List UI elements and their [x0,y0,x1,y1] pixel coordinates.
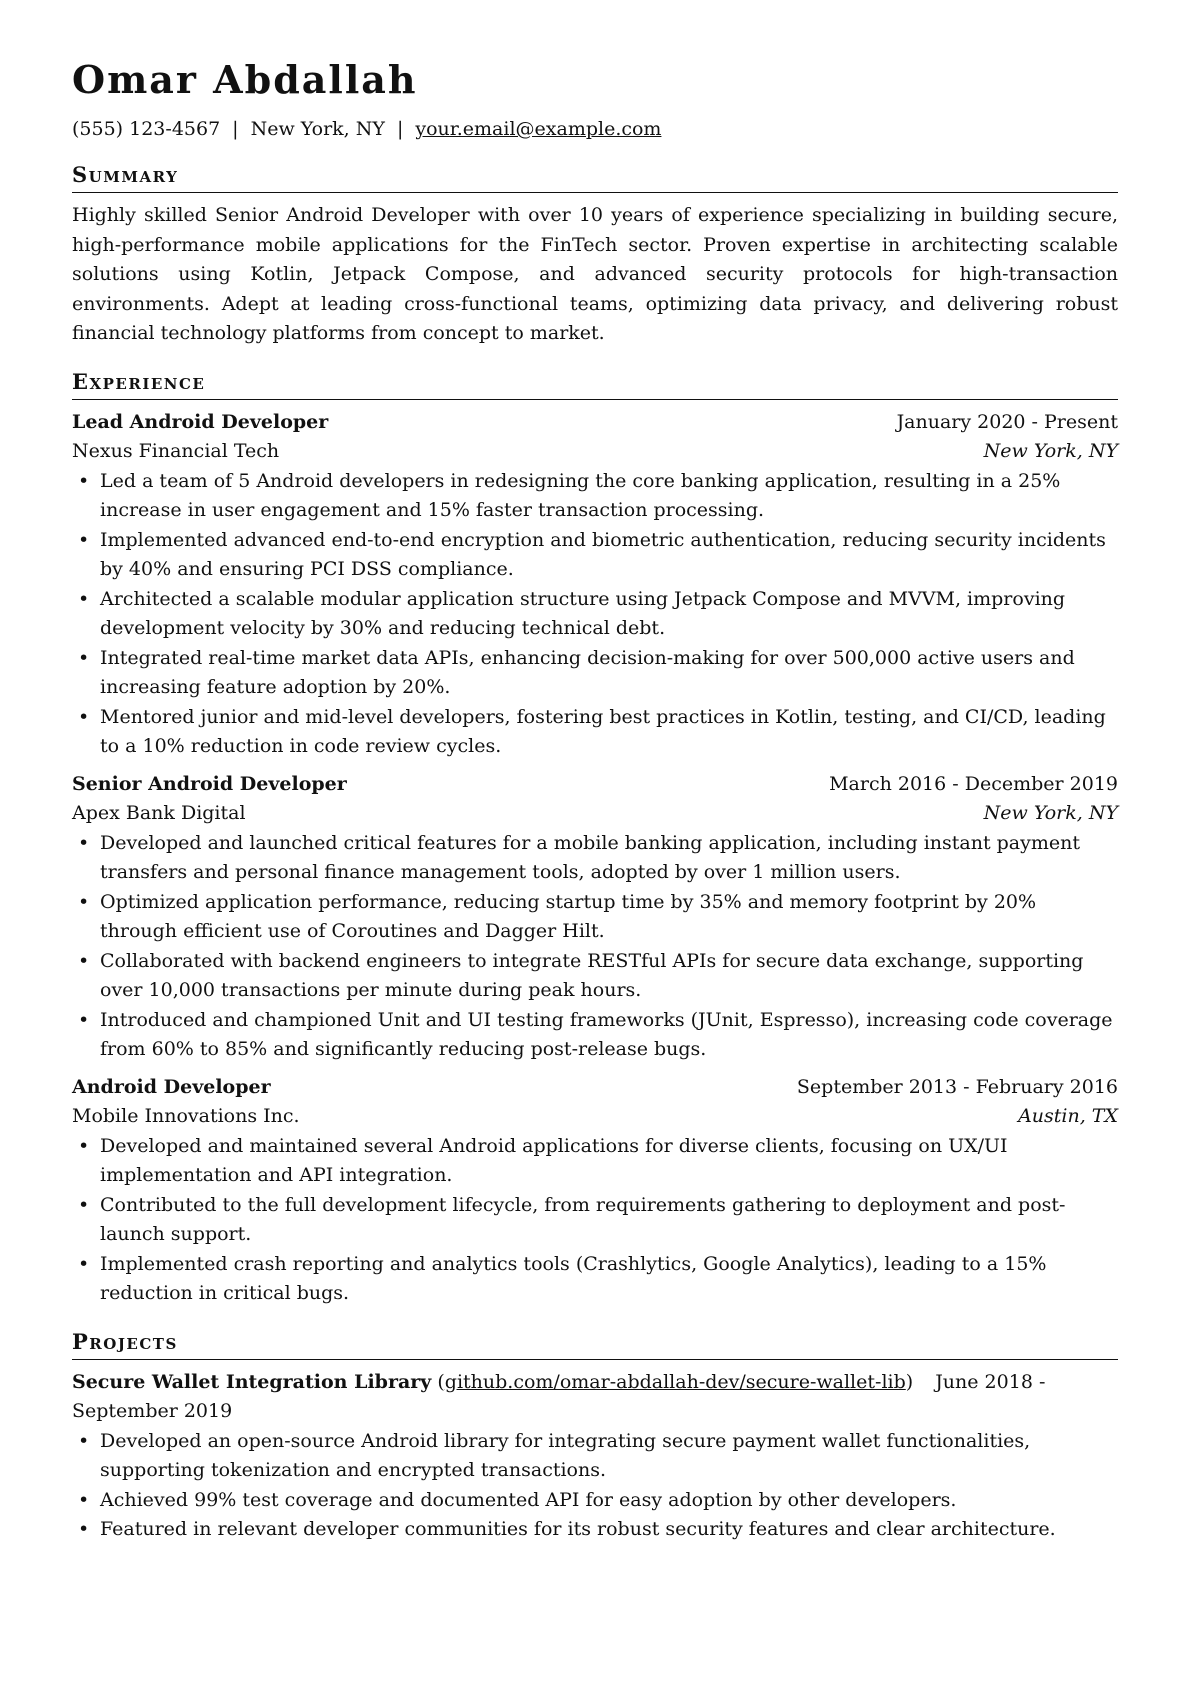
job-company: Mobile Innovations Inc. [72,1105,300,1127]
bullet-item: • Implemented crash reporting and analytics tools (Crashlytics, Google Analytics), leading to a 15% reduction in critical bugs. [72,1250,1118,1309]
bullet-item: • Developed and maintained several Android applications for diverse clients, focusing on UX/UI implementation and API integration. [72,1132,1118,1191]
bullet-item: • Optimized application performance, reducing startup time by 35% and memory footprint by 20% through efficient use of Coroutines and Dagger Hilt. [72,888,1118,947]
job-location: Austin, TX [1018,1105,1118,1127]
job-role: Android Developer [72,1075,271,1098]
job-bullets [72,1132,1118,1309]
job-role: Senior Android Developer [72,772,347,795]
section-title-experience: Experience [72,369,1118,400]
job-location: New York, NY [983,440,1118,462]
project-dates: June 2018 - September 2019 [72,1370,1046,1422]
job-location: New York, NY [983,802,1118,824]
bullet-item: • Contributed to the full development lifecycle, from requirements gathering to deployment and post-launch support. [72,1191,1118,1250]
project-link[interactable]: github.com/omar-abdallah-dev/secure-wallet-lib [444,1370,906,1393]
bullet-item: • Achieved 99% test coverage and documented API for easy adoption by other developers. [72,1486,1118,1516]
bullet-item: • Led a team of 5 Android developers in redesigning the core banking application, resulting in a 25% increase in user engagement and 15% faster transaction processing. [72,467,1118,526]
separator: | [396,118,404,140]
phone-number: (555) 123-4567 [72,118,221,140]
contact-line [72,116,1118,142]
bullet-item: • Architected a scalable modular application structure using Jetpack Compose and MVVM, improving development velocity by 30% and reducing technical debt. [72,585,1118,644]
bullet-item: • Integrated real-time market data APIs, enhancing decision-making for over 500,000 active users and increasing feature adoption by 20%. [72,644,1118,703]
job-company: Nexus Financial Tech [72,440,280,462]
section-title-projects: Projects [72,1329,1118,1360]
job-entry [72,1073,1118,1309]
job-role: Lead Android Developer [72,410,329,433]
job-bullets [72,829,1118,1065]
experience-section [72,369,1118,1309]
job-entry [72,770,1118,1065]
bullet-item: • Implemented advanced end-to-end encryption and biometric authentication, reducing security incidents by 40% and ensuring PCI DSS compliance. [72,526,1118,585]
section-title-summary: Summary [72,162,1118,193]
project-entry [72,1368,1118,1545]
project-name: Secure Wallet Integration Library [72,1370,432,1393]
job-company: Apex Bank Digital [72,802,246,824]
project-heading: Secure Wallet Integration Library (github.com/omar-abdallah-dev/secure-wallet-lib) June 2018 - September 2019 [72,1370,1046,1422]
job-entry [72,408,1118,762]
bullet-item: • Introduced and championed Unit and UI testing frameworks (JUnit, Espresso), increasing code coverage from 60% to 85% and significantly reducing post-release bugs. [72,1006,1118,1065]
bullet-item: • Collaborated with backend engineers to integrate RESTful APIs for secure data exchange, supporting over 10,000 transactions per minute during peak hours. [72,947,1118,1006]
job-dates: September 2013 - February 2016 [796,1075,1118,1098]
job-dates: January 2020 - Present [896,410,1118,433]
job-bullets [72,467,1118,762]
bullet-item: • Mentored junior and mid-level developers, fostering best practices in Kotlin, testing, and CI/CD, leading to a 10% reduction in code review cycles. [72,703,1118,762]
candidate-name: Omar Abdallah [72,57,418,102]
location: New York, NY [250,118,385,140]
email-link[interactable]: your.email@example.com [415,118,662,140]
job-dates: March 2016 - December 2019 [829,772,1118,795]
bullet-item: • Developed an open-source Android library for integrating secure payment wallet functionalities, supporting tokenization and encrypted transactions. [72,1427,1118,1486]
summary-section [72,162,1118,349]
separator: | [232,118,239,140]
project-bullets [72,1427,1118,1545]
bullet-item: • Developed and launched critical features for a mobile banking application, including instant payment transfers and personal finance management tools, adopted by over 1 million users. [72,829,1118,888]
bullet-item: • Featured in relevant developer communities for its robust security features and clear architecture. [72,1515,1118,1545]
summary-text: Highly skilled Senior Android Developer with over 10 years of experience specializing in building secure, high-performance mobile applications for the FinTech sector. Proven expertise in architecting scalable solutions using Kotlin, Jetpack Compose, and advanced security protocols for high-transaction environments. Adept at leading cross-functional teams, optimizing data privacy, and delivering robust financial technology platforms from concept to market. [72,204,1118,344]
projects-section [72,1329,1118,1545]
